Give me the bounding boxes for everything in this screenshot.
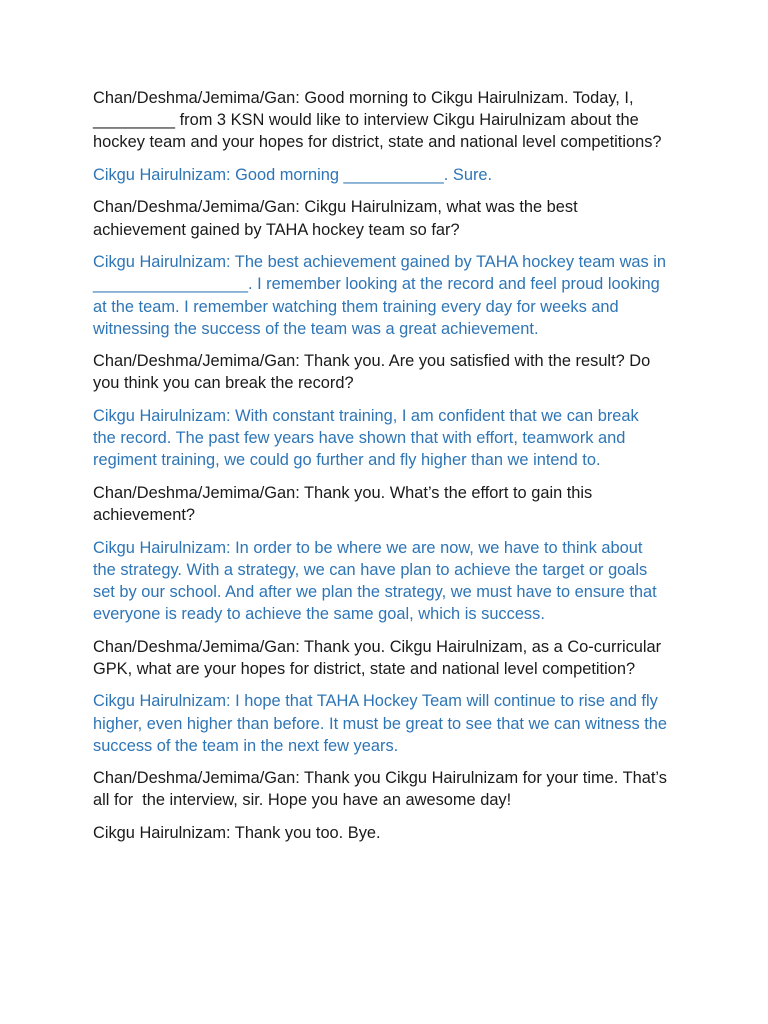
transcript-line: _________________. I remember looking at the record and feel proud looking [93,275,660,294]
transcript-line: the record. The past few years have shown that with effort, teamwork and [93,429,626,448]
teacher-turn [93,537,667,626]
transcript-line: achievement gained by TAHA hockey team so far? [93,220,460,239]
transcript-line: success of the team in the next few years. [93,736,399,755]
transcript-line: Cikgu Hairulnizam: In order to be where we are now, we have to think about [93,538,643,557]
transcript-line: achievement? [93,506,196,525]
closing-turn [93,822,667,844]
transcript-line: GPK, what are your hopes for district, state and national level competition? [93,659,636,678]
interviewer-turn [93,87,667,154]
teacher-turn [93,405,667,472]
teacher-turn [93,164,667,186]
transcript-line: Cikgu Hairulnizam: Good morning ___________. Sure. [93,165,493,184]
transcript-line: higher, even higher than before. It must be great to see that we can witness the [93,714,668,733]
transcript-line: Cikgu Hairulnizam: The best achievement gained by TAHA hockey team was in [93,253,667,272]
transcript-line: Chan/Deshma/Jemima/Gan: Cikgu Hairulnizam, what was the best [93,198,578,217]
transcript-line: regiment training, we could go further and fly higher than we intend to. [93,451,601,470]
teacher-turn [93,690,667,757]
transcript-line: Chan/Deshma/Jemima/Gan: Thank you. Are you satisfied with the result? Do [93,352,651,371]
transcript-line: at the team. I remember watching them training every day for weeks and [93,297,619,316]
interview-transcript [93,87,667,854]
transcript-line: Chan/Deshma/Jemima/Gan: Thank you. What’s the effort to gain this [93,483,593,502]
transcript-line: _________ from 3 KSN would like to interview Cikgu Hairulnizam about the [93,111,639,130]
transcript-line: the strategy. With a strategy, we can have plan to achieve the target or goals [93,560,648,579]
interviewer-turn [93,350,667,394]
transcript-line: Cikgu Hairulnizam: With constant training, I am confident that we can break [93,406,639,425]
transcript-line: Chan/Deshma/Jemima/Gan: Thank you Cikgu Hairulnizam for your time. That’s [93,769,667,788]
interviewer-turn [93,482,667,526]
transcript-line: Cikgu Hairulnizam: Thank you too. Bye. [93,823,381,842]
transcript-line: everyone is ready to achieve the same goal, which is success. [93,605,545,624]
interviewer-turn [93,767,667,811]
transcript-line: witnessing the success of the team was a great achievement. [93,319,539,338]
transcript-line: Chan/Deshma/Jemima/Gan: Thank you. Cikgu Hairulnizam, as a Co-curricular [93,637,662,656]
transcript-line: hockey team and your hopes for district, state and national level competitions? [93,133,662,152]
transcript-line: Chan/Deshma/Jemima/Gan: Good morning to Cikgu Hairulnizam. Today, I, [93,89,634,107]
teacher-turn [93,251,667,340]
transcript-line: all for the interview, sir. Hope you have an awesome day! [93,791,512,810]
interviewer-turn [93,636,667,680]
interviewer-turn [93,196,667,240]
transcript-line: set by our school. And after we plan the strategy, we must have to ensure that [93,582,657,601]
transcript-line: you think you can break the record? [93,374,354,393]
transcript-line: Cikgu Hairulnizam: I hope that TAHA Hockey Team will continue to rise and fly [93,692,658,711]
